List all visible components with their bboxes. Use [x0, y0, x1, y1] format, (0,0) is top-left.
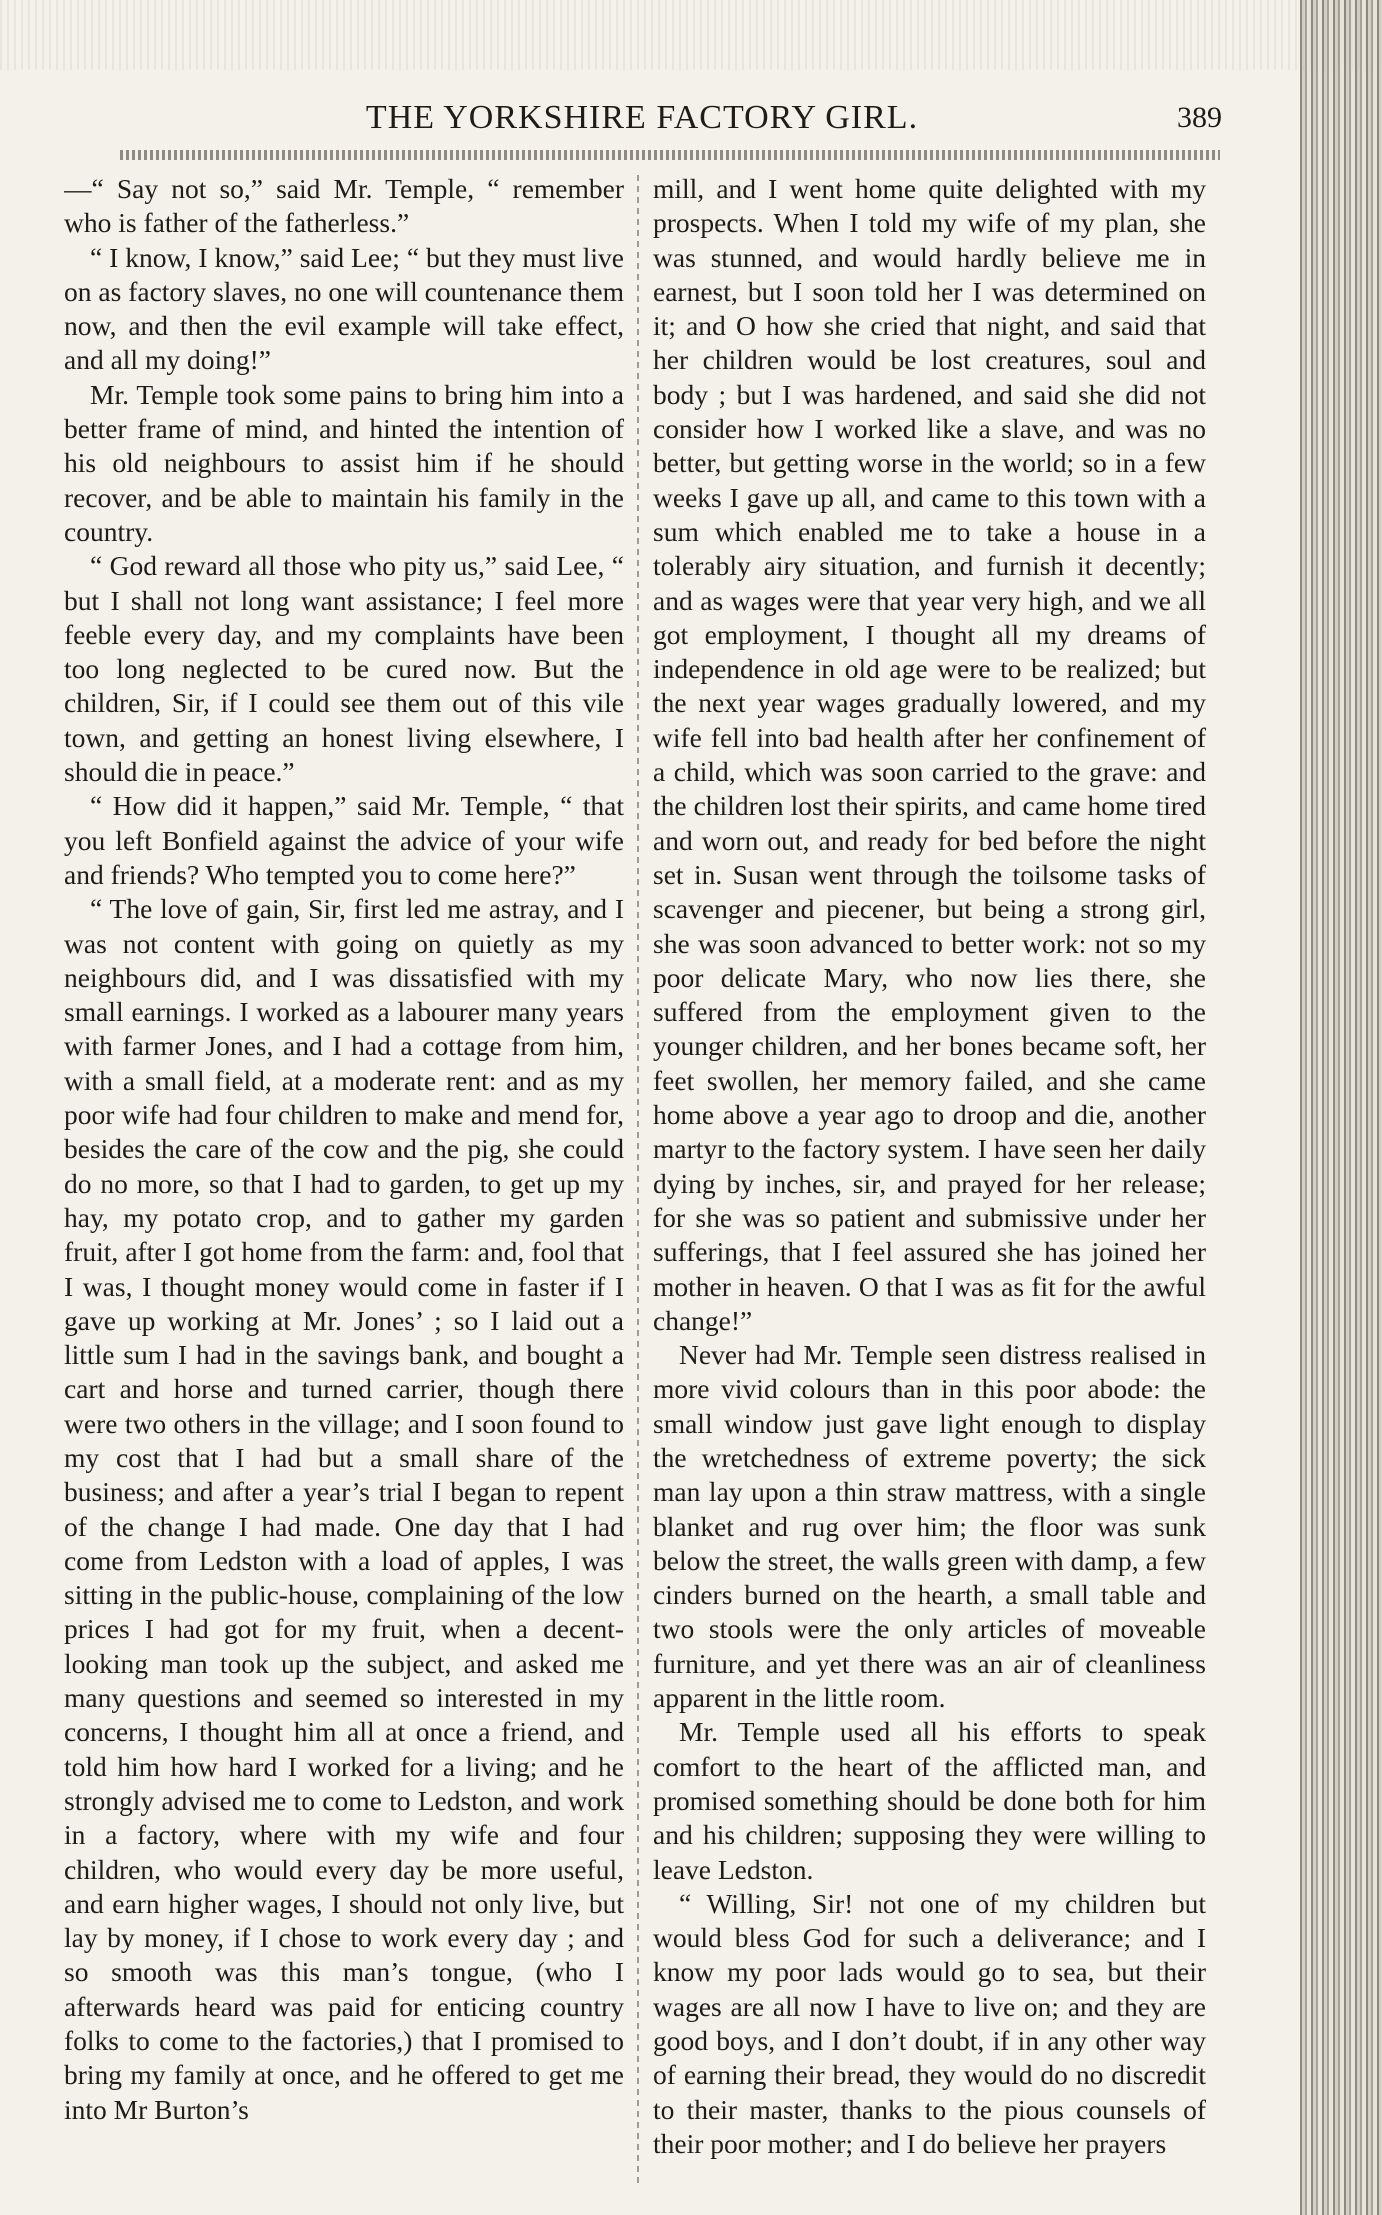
- right-column: [653, 172, 1206, 2202]
- page-number: 389: [1177, 101, 1222, 134]
- paragraph: “ I know, I know,” said Lee; “ but they must live on as factory slaves, no one will countenance them now, and then the evil example will take effect, and all my doing!”: [64, 241, 624, 376]
- paragraph: “ God reward all those who pity us,” said Lee, “ but I shall not long want assistance; I feel more feeble every day, and my complaints have been too long neglected to be cured now. But the children, Sir, if I could see them out of this vile town, and getting an honest living elsewhere, I should die in peace.”: [64, 550, 624, 788]
- page-header: [62, 98, 1222, 148]
- scan-noise-top: [0, 0, 1382, 70]
- paragraph: Mr. Temple took some pains to bring him into a better frame of mind, and hinted the intention of his old neighbours to assist him if he should recover, and be able to maintain his family in the country.: [64, 378, 624, 547]
- paragraph: Never had Mr. Temple seen distress realised in more vivid colours than in this poor abode: the small window just gave light enough to display the wretchedness of extreme poverty; the sick man lay upon a thin straw mattress, with a single blanket and rug over him; the floor was sunk below the street, the walls green with damp, a few cinders burned on the hearth, a small table and two stools were the only articles of moveable furniture, and yet there was an air of cleanliness apparent in the little room.: [653, 1339, 1206, 1714]
- left-column: [64, 172, 624, 2202]
- paragraph: —“ Say not so,” said Mr. Temple, “ remember who is father of the fatherless.”: [64, 173, 624, 239]
- paragraph: mill, and I went home quite delighted with my prospects. When I told my wife of my plan, she was stunned, and would hardly believe me in earnest, but I soon told her I was determined on it; and O how she cried that night, and said that her children would be lost creatures, soul and body ; but I was hardened, and said she did not consider how I worked like a slave, and was no better, but getting worse in the world; so in a few weeks I gave up all, and came to this town with a sum which enabled me to take a house in a tolerably airy situation, and furnish it decently; and as wages were that year very high, and we all got employment, I thought all my dreams of independence in old age were to be realized; but the next year wages gradually lowered, and my wife fell into bad health after her confinement of a child, which was soon carried to the grave: and the children lost their spirits, and came home tired and worn out, and ready for bed before the night set in. Susan went through the toilsome tasks of scavenger and piecener, but being a strong girl, she was soon advanced to better work: not so my poor delicate Mary, who now lies there, she suffered from the employment given to the younger children, and her bones became soft, her feet swollen, her memory failed, and she came home above a year ago to droop and die, another martyr to the factory system. I have seen her daily dying by inches, sir, and prayed for her release; for she was so patient and submissive under her sufferings, that I feel assured she has joined her mother in heaven. O that I was as fit for the awful change!”: [653, 173, 1206, 1336]
- paragraph: “ Willing, Sir! not one of my children but would bless God for such a deliverance; and I know my poor lads would go to sea, but their wages are all now I have to live on; and they are good boys, and I don’t doubt, if in any other way of earning their bread, they would do no discredit to their master, thanks to the pious counsels of their poor mother; and I do believe her prayers: [653, 1887, 1206, 2159]
- paragraph: Mr. Temple used all his efforts to speak comfort to the heart of the afflicted man, and promised something should be done both for him and his children; supposing they were willing to leave Ledston.: [653, 1716, 1206, 1885]
- header-rule: [120, 150, 1220, 160]
- column-divider: [637, 175, 639, 2185]
- scan-edge-right: [1300, 0, 1382, 2215]
- paragraph: “ The love of gain, Sir, first led me astray, and I was not content with going on quietly as my neighbours did, and I was dissatisfied with my small earnings. I worked as a labourer many years with farmer Jones, and I had a cottage from him, with a small field, at a moderate rent: and as my poor wife had four children to make and mend for, besides the care of the cow and the pig, she could do no more, so that I had to garden, to get up my hay, my potato crop, and to gather my garden fruit, after I got home from the farm: and, fool that I was, I thought money would come in faster if I gave up working at Mr. Jones’ ; so I laid out a little sum I had in the savings bank, and bought a cart and horse and turned carrier, though there were two others in the village; and I soon found to my cost that I had but a small share of the business; and after a year’s trial I began to repent of the change I had made. One day that I had come from Ledston with a load of apples, I was sitting in the public-house, complaining of the low prices I had got for my fruit, when a decent-looking man took up the subject, and asked me many questions and seemed so interested in my concerns, I thought him all at once a friend, and told him how hard I worked for a living; and he strongly advised me to come to Ledston, and work in a factory, where with my wife and four children, who would every day be more useful, and earn higher wages, I should not only live, but lay by money, if I chose to work every day ; and so smooth was this man’s tongue, (who I afterwards heard was paid for enticing country folks to come to the factories,) that I promised to bring my family at once, and he offered to get me into Mr Burton’s: [64, 893, 624, 2125]
- running-title: THE YORKSHIRE FACTORY GIRL.: [365, 99, 919, 136]
- paragraph: “ How did it happen,” said Mr. Temple, “ that you left Bonfield against the advice of your wife and friends? Who tempted you to come here?”: [64, 790, 624, 890]
